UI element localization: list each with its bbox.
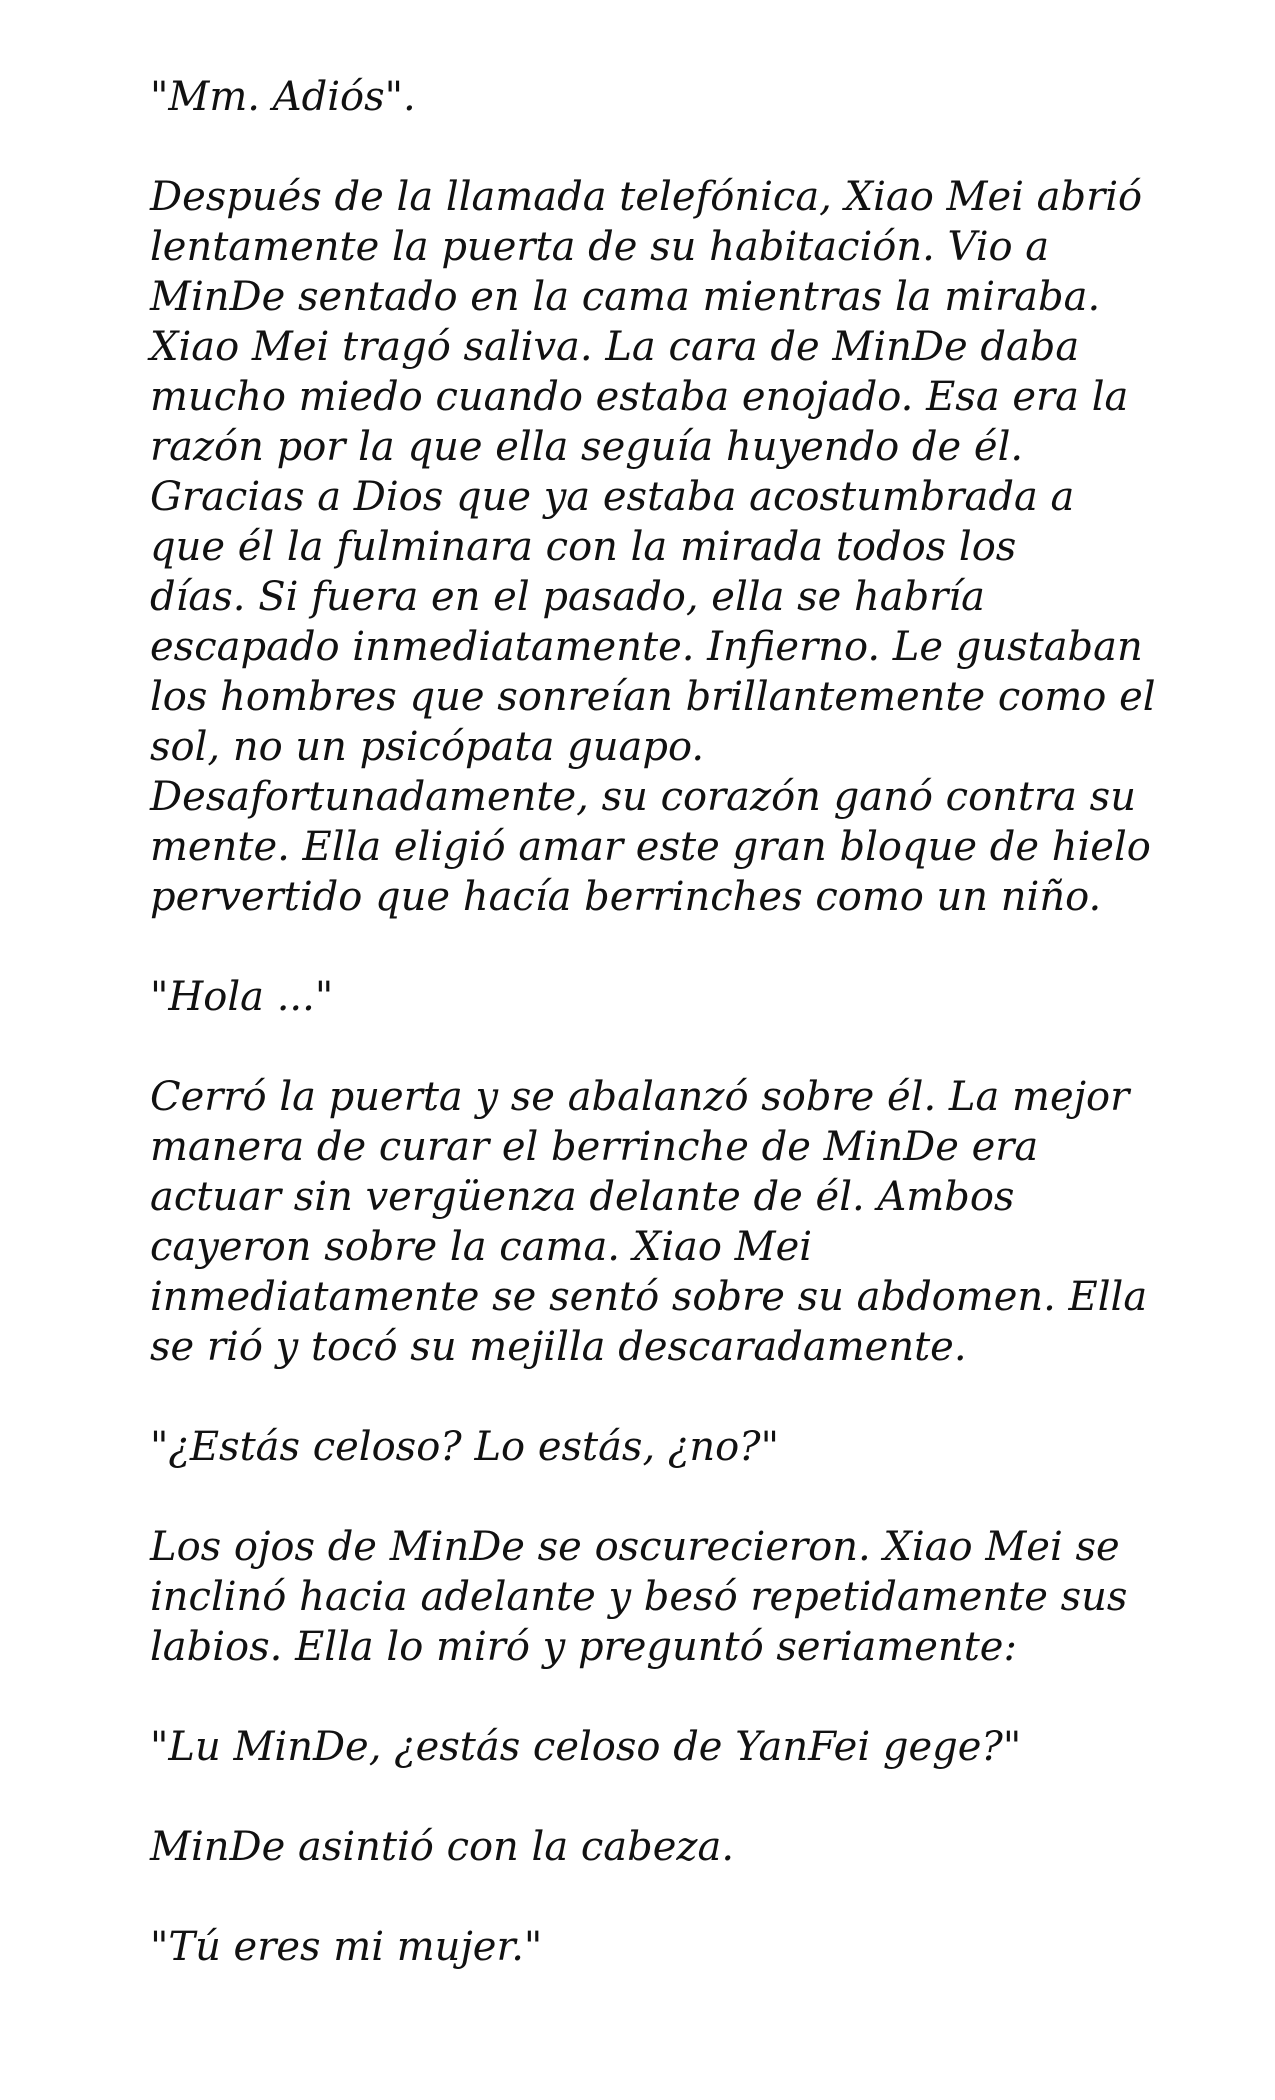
text-line: actuar sin vergüenza delante de él. Ambos bbox=[150, 1174, 1015, 1220]
text-line: razón por la que ella seguía huyendo de él. bbox=[150, 424, 1024, 470]
text-line: días. Si fuera en el pasado, ella se habría bbox=[150, 574, 986, 620]
paragraph-3 bbox=[150, 972, 1210, 1022]
text-line: labios. Ella lo miró y preguntó seriamente: bbox=[150, 1624, 1017, 1670]
text-line: "Lu MinDe, ¿estás celoso de YanFei gege?" bbox=[150, 1724, 1022, 1770]
text-line: "Tú eres mi mujer." bbox=[150, 1924, 543, 1970]
paragraph-9 bbox=[150, 1922, 1210, 1972]
text-line: manera de curar el berrinche de MinDe era bbox=[150, 1124, 1039, 1170]
text-line: MinDe asintió con la cabeza. bbox=[150, 1824, 735, 1870]
paragraph-8 bbox=[150, 1822, 1210, 1872]
paragraph-6 bbox=[150, 1522, 1210, 1672]
text-line: Los ojos de MinDe se oscurecieron. Xiao Mei se bbox=[150, 1524, 1120, 1570]
paragraph-5 bbox=[150, 1422, 1210, 1472]
paragraph-2 bbox=[150, 172, 1210, 922]
text-line: inmediatamente se sentó sobre su abdomen. Ella bbox=[150, 1274, 1148, 1320]
text-line: cayeron sobre la cama. Xiao Mei bbox=[150, 1224, 813, 1270]
text-line: "¿Estás celoso? Lo estás, ¿no?" bbox=[150, 1424, 780, 1470]
paragraph-7 bbox=[150, 1722, 1210, 1772]
text-line: MinDe sentado en la cama mientras la miraba. bbox=[150, 274, 1101, 320]
text-line: escapado inmediatamente. Infierno. Le gustaban bbox=[150, 624, 1143, 670]
paragraph-4 bbox=[150, 1072, 1210, 1372]
text-line: se rió y tocó su mejilla descaradamente. bbox=[150, 1324, 967, 1370]
text-line: inclinó hacia adelante y besó repetidamente sus bbox=[150, 1574, 1128, 1620]
text-line: "Mm. Adiós". bbox=[150, 74, 416, 120]
text-line: Xiao Mei tragó saliva. La cara de MinDe daba bbox=[150, 324, 1080, 370]
text-line: lentamente la puerta de su habitación. Vio a bbox=[150, 224, 1050, 270]
text-line: pervertido que hacía berrinches como un niño. bbox=[150, 874, 1102, 920]
document-page bbox=[150, 72, 1210, 2022]
paragraph-1 bbox=[150, 72, 1210, 122]
text-line: Cerró la puerta y se abalanzó sobre él. La mejor bbox=[150, 1074, 1130, 1120]
text-line: Después de la llamada telefónica, Xiao Mei abrió bbox=[150, 174, 1143, 220]
text-line: "Hola ..." bbox=[150, 974, 334, 1020]
text-line: Gracias a Dios que ya estaba acostumbrada a bbox=[150, 474, 1075, 520]
text-line: los hombres que sonreían brillantemente como el bbox=[150, 674, 1156, 720]
text-line: Desafortunadamente, su corazón ganó contra su bbox=[150, 774, 1136, 820]
text-line: sol, no un psicópata guapo. bbox=[150, 724, 705, 770]
text-line: mente. Ella eligió amar este gran bloque de hielo bbox=[150, 824, 1151, 870]
text-line: que él la fulminara con la mirada todos los bbox=[150, 524, 1017, 570]
text-line: mucho miedo cuando estaba enojado. Esa era la bbox=[150, 374, 1129, 420]
